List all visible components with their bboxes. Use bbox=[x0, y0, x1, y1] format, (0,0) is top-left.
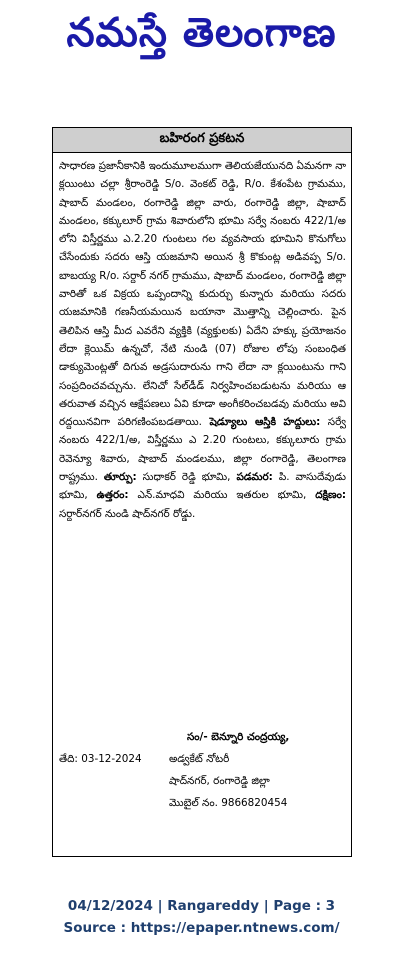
boundaries-text: సర్వే నంబరు 422/1/అ, విస్తీర్ణము ఎ 2.20 గుంటలు, కక్కులూరు గ్రామ రెవెన్యూ శివారు, షాబాద్ మండలము, జిల్లా రంగారెడ్డి, తెలంగాణ రాష్ట్రము. bbox=[59, 416, 346, 484]
notice-main-text: సాధారణ ప్రజానీకానికి ఇందుమూలముగా తెలియజేయునది ఏమనగా నా క్లయింటు చల్లా శ్రీరాంరెడ్డి S/o. వెంకట్ రెడ్డి, R/o. కేశంపేట గ్రామము, షాబాద్ మండలం, రంగారెడ్డి జిల్లా వారు, రంగారెడ్డి జిల్లా, షాబాద్ మండలం, కక్కులూర్ గ్రామ శివారులోని భూమి సర్వే నంబరు 422/1/అ లోని విస్తీర్ణము ఎ.2.20 గుంటలు గల వ్యవసాయ భూమిని కొనుగోలు చేసేందుకు సదరు ఆస్తి యజమాని అయిన శ్రీ కొకుంట్ల అడివప్ప S/o. బాబయ్య R/o. సర్దార్ నగర్ గ్రామము, షాబాద్ మండలం, రంగారెడ్డి జిల్లా వారితో ఒక విక్రయ ఒప్పందాన్ని కుదుర్చు కున్నారు మరియు సదరు యజమానికి గణనీయమయిన బయానా మొత్తాన్ని చెల్లించారు. పైన తెలిపిన ఆస్తి మీద ఎవరేని వ్యక్తికి (వ్యక్తులకు) ఏదేని హక్కు ప్రయోజనం లేదా క్లెయిమ్ ఉన్నచో, నేటి నుండి (07) రోజుల లోపు సంబంధిత డాక్యుమెంట్లతో దిగువ అడ్రసుదారును గాని లేదా నా క్లయింటును గాని సంప్రదించవచ్చును. లేనిచో సేల్‌డీడ్ నిర్వహించబడుటను మరియు ఆ తరువాత వచ్చిన ఆక్షేపణలు ఏవి కూడా అంగీకరించబడవు మరియు అవి రద్దయినవిగా పరిగణింపబడతాయి. bbox=[59, 160, 346, 429]
north-label: ఉత్తరం: bbox=[96, 489, 129, 502]
east-label: తూర్పు: bbox=[103, 471, 137, 484]
source-link[interactable]: Source : https://epaper.ntnews.com/ bbox=[63, 920, 340, 936]
south-text: సర్దార్‌నగర్ నుండి షాద్‌నగర్ రోడ్డు. bbox=[59, 507, 196, 520]
notice-date: తేది: 03-12-2024 bbox=[59, 753, 142, 765]
south-label: దక్షిణం: bbox=[315, 489, 346, 502]
advocate-role: అడ్వకేట్ నోటరీ bbox=[169, 753, 230, 765]
east-text: సుధాకర్ రెడ్డి భూమి, bbox=[142, 471, 231, 484]
advocate-address: షాద్‌నగర్, రంగారెడ్డి జిల్లా bbox=[169, 775, 270, 787]
north-text: ఎన్.మాధవి మరియు ఇతరుల భూమి, bbox=[137, 489, 307, 502]
west-text: పి. వాసుదేవుడు భూమి, bbox=[59, 471, 346, 502]
advocate-name: సం/- బెన్నూరి చంద్రయ్య, bbox=[187, 731, 290, 743]
newspaper-masthead: నమస్తే తెలంగాణ bbox=[66, 10, 337, 56]
notice-clipping bbox=[52, 127, 352, 857]
notice-body bbox=[59, 157, 346, 523]
advocate-phone: మొబైల్ నం. 9866820454 bbox=[169, 797, 288, 809]
boundaries-label: హద్దులు: bbox=[283, 416, 321, 429]
notice-paragraph bbox=[59, 157, 346, 523]
edition-info: 04/12/2024 | Rangareddy | Page : 3 bbox=[67, 898, 336, 914]
west-label: పడమర: bbox=[236, 471, 273, 484]
schedule-label: షెడ్యూలు ఆస్తికి bbox=[209, 416, 277, 429]
notice-heading: బహిరంగ ప్రకటన bbox=[53, 128, 351, 153]
